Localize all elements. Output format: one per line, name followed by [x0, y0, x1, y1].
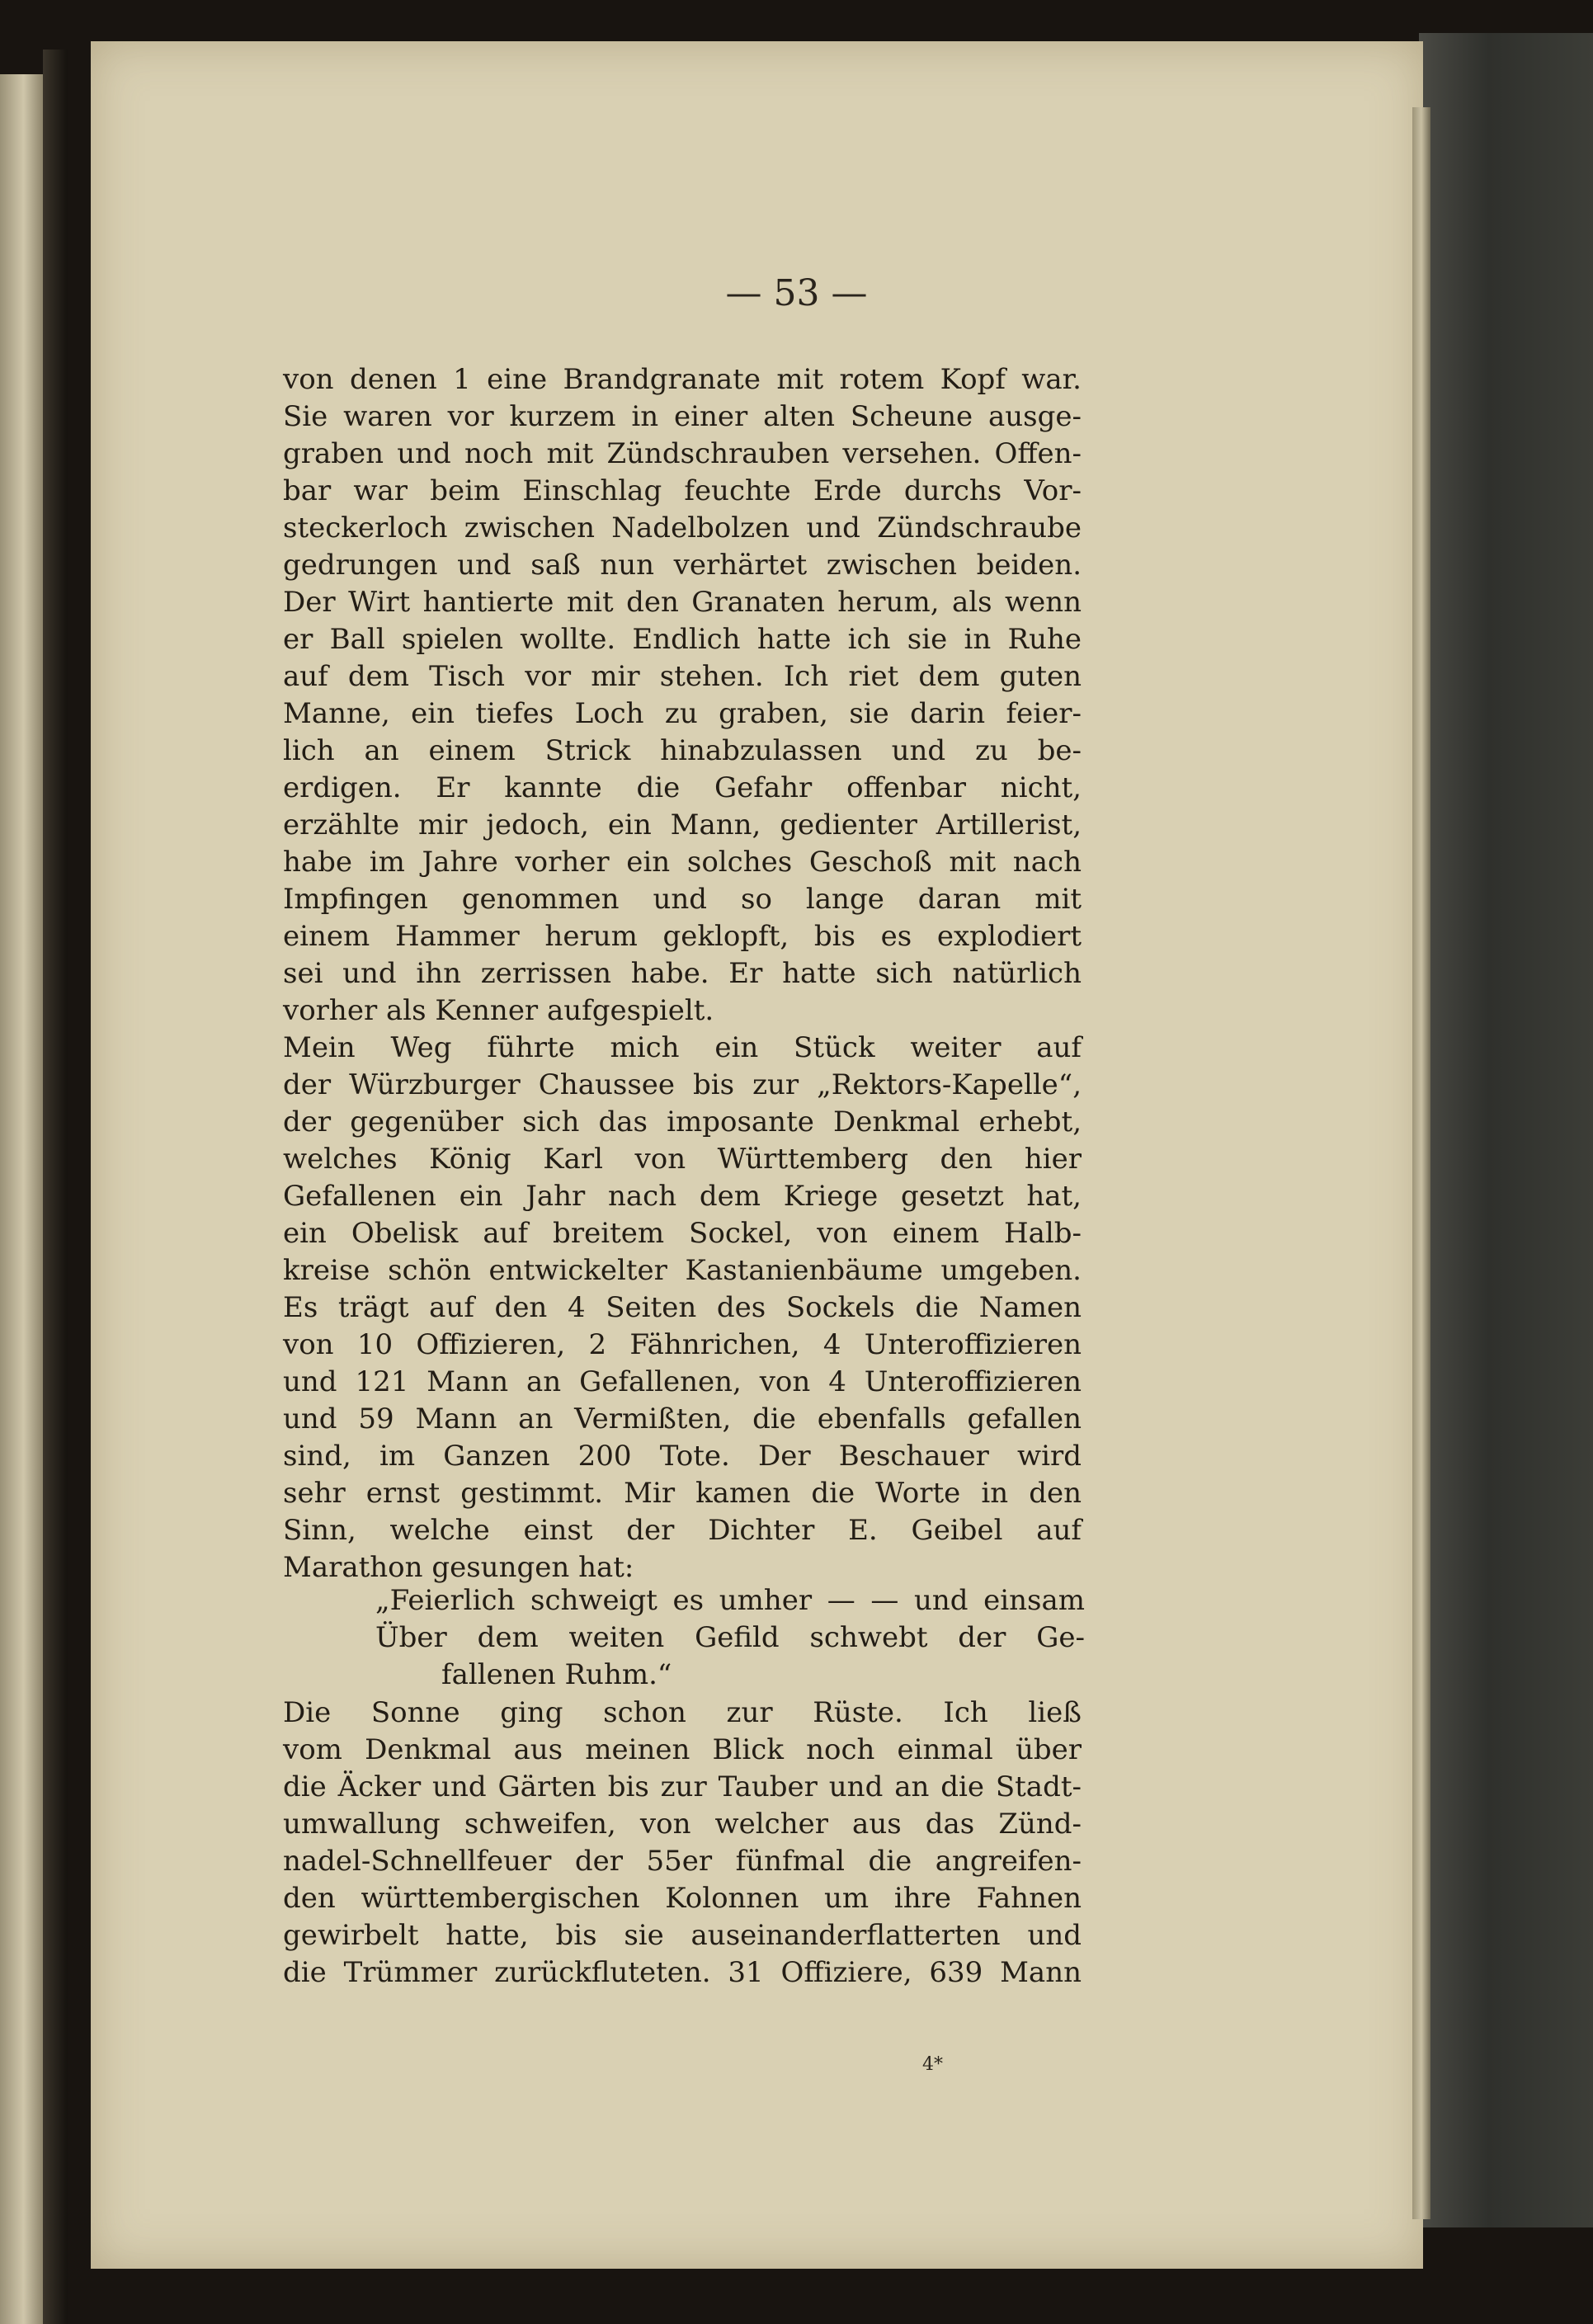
text-line: Sie waren vor kurzem in einer alten Scheune ausge-: [283, 400, 1082, 433]
text-line: Gefallenen ein Jahr nach dem Kriege gesetzt hat,: [283, 1180, 1082, 1213]
text-line: graben und noch mit Zündschrauben versehen. Offen-: [283, 437, 1082, 470]
facing-page-edge: [0, 74, 43, 2324]
text-line: welches König Karl von Württemberg den hier: [283, 1143, 1082, 1176]
verse-line: Über dem weiten Gefild schwebt der Ge-: [375, 1621, 1085, 1654]
text-line: gedrungen und saß nun verhärtet zwischen beiden.: [283, 549, 1082, 582]
text-line: und 59 Mann an Vermißten, die ebenfalls gefallen: [283, 1402, 1082, 1435]
text-line: lich an einem Strick hinabzulassen und zu be-: [283, 734, 1082, 767]
book-cover: [1419, 33, 1593, 2227]
text-line: gewirbelt hatte, bis sie auseinanderflatterten und: [283, 1919, 1082, 1952]
text-line: die Äcker und Gärten bis zur Tauber und an die Stadt-: [283, 1770, 1082, 1803]
text-line: auf dem Tisch vor mir stehen. Ich riet dem guten: [283, 660, 1082, 693]
text-line: sehr ernst gestimmt. Mir kamen die Worte in den: [283, 1477, 1082, 1510]
body-text-continued: [283, 1695, 1082, 1992]
text-line: er Ball spielen wollte. Endlich hatte ich sie in Ruhe: [283, 623, 1082, 656]
page-number: — 53 —: [725, 272, 868, 314]
text-line: erdigen. Er kannte die Gefahr offenbar nicht,: [283, 771, 1082, 804]
text-line: Mein Weg führte mich ein Stück weiter auf: [283, 1031, 1082, 1064]
text-line: Marathon gesungen hat:: [283, 1551, 634, 1584]
text-line: und 121 Mann an Gefallenen, von 4 Unteroffizieren: [283, 1365, 1082, 1398]
body-text: [283, 361, 1082, 1586]
text-line: Impfingen genommen und so lange daran mit: [283, 883, 1082, 916]
text-line: Die Sonne ging schon zur Rüste. Ich ließ: [283, 1696, 1082, 1729]
text-line: steckerloch zwischen Nadelbolzen und Zündschraube: [283, 511, 1082, 544]
text-line: Sinn, welche einst der Dichter E. Geibel auf: [283, 1514, 1082, 1547]
verse-quotation: [375, 1582, 1085, 1694]
printer-signature-mark: 4*: [922, 2054, 943, 2075]
text-line: der Würzburger Chaussee bis zur „Rektors-Kapelle“,: [283, 1068, 1082, 1101]
text-line: vom Denkmal aus meinen Blick noch einmal über: [283, 1733, 1082, 1766]
page-stack-edge: [1412, 107, 1430, 2219]
text-line: sind, im Ganzen 200 Tote. Der Beschauer wird: [283, 1440, 1082, 1473]
verse-line: fallenen Ruhm.“: [441, 1658, 672, 1691]
text-line: ein Obelisk auf breitem Sockel, von einem Halb-: [283, 1217, 1082, 1250]
text-line: der gegenüber sich das imposante Denkmal erhebt,: [283, 1105, 1082, 1138]
text-line: sei und ihn zerrissen habe. Er hatte sich natürlich: [283, 957, 1082, 990]
text-line: den württembergischen Kolonnen um ihre Fahnen: [283, 1882, 1082, 1915]
text-line: Es trägt auf den 4 Seiten des Sockels die Namen: [283, 1291, 1082, 1324]
text-line: von 10 Offizieren, 2 Fähnrichen, 4 Unteroffizieren: [283, 1328, 1082, 1361]
text-line: habe im Jahre vorher ein solches Geschoß mit nach: [283, 846, 1082, 879]
text-line: die Trümmer zurückfluteten. 31 Offiziere, 639 Mann: [283, 1956, 1082, 1989]
text-line: bar war beim Einschlag feuchte Erde durchs Vor-: [283, 474, 1082, 507]
verse-line: „Feierlich schweigt es umher — — und einsam: [375, 1584, 1085, 1617]
text-line: erzählte mir jedoch, ein Mann, gedienter Artillerist,: [283, 808, 1082, 841]
text-line: von denen 1 eine Brandgranate mit rotem Kopf war.: [283, 363, 1082, 396]
book-gutter: [43, 49, 68, 2324]
text-line: nadel-Schnellfeuer der 55er fünfmal die angreifen-: [283, 1845, 1082, 1878]
text-line: umwallung schweifen, von welcher aus das Zünd-: [283, 1808, 1082, 1841]
text-line: Der Wirt hantierte mit den Granaten herum, als wenn: [283, 586, 1082, 619]
text-line: Manne, ein tiefes Loch zu graben, sie darin feier-: [283, 697, 1082, 730]
text-line: vorher als Kenner aufgespielt.: [283, 994, 714, 1027]
text-line: einem Hammer herum geklopft, bis es explodiert: [283, 920, 1082, 953]
text-line: kreise schön entwickelter Kastanienbäume umgeben.: [283, 1254, 1082, 1287]
